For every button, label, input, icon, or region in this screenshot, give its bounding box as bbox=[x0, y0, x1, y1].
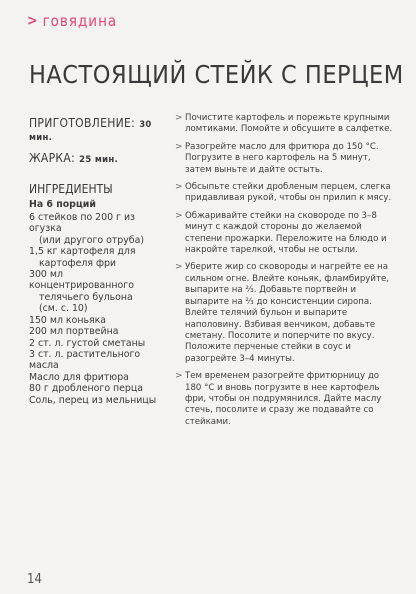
step-arrow-icon: > bbox=[175, 141, 183, 152]
step-arrow-icon: > bbox=[175, 210, 183, 221]
step-text: Уберите жир со сковороды и нагрейте ее на сильном огне. Влейте коньяк, фламбируйте, выпарите на ⅔. Добавьте портвейн и выпарите на ⅔ до консистенции сиропа. Влейте телячий бульон и выпарите наполовину. Взбивая венчиком, добавьте сметану. Посолите и поперчите по вкусу. Положите перченые стейки в соус и разогрейте 3–4 минуты. bbox=[185, 262, 389, 364]
ingredient-item: 300 мл концентрированного телячьего бульона bbox=[29, 269, 134, 303]
prep-time-label: ПРИГОТОВЛЕНИЕ: bbox=[29, 116, 136, 130]
method-step bbox=[175, 142, 395, 176]
section-header bbox=[27, 12, 117, 30]
prep-time-value: 30 мин. bbox=[29, 120, 152, 144]
chevron-right-icon: > bbox=[27, 13, 39, 29]
ingredient-item: Масло для фритюра bbox=[29, 371, 129, 383]
ingredient-item: 200 мл портвейна bbox=[29, 326, 119, 338]
step-text: Почистите картофель и порежьте крупными ломтиками. Помойте и обсушите в салфетке. bbox=[185, 113, 393, 135]
ingredient-item: 1,5 кг картофеля для картофеля фри bbox=[29, 246, 136, 269]
ingredient-item: 150 мл коньяка bbox=[29, 314, 107, 326]
ingredient-item: 6 стейков по 200 г из огузка (или другого отруба) bbox=[29, 212, 144, 246]
method-step bbox=[175, 262, 395, 365]
method-step bbox=[175, 371, 395, 428]
cook-time-label: ЖАРКА: bbox=[29, 150, 76, 165]
ingredient-item: 2 ст. л. густой сметаны bbox=[29, 337, 146, 349]
recipe-info-column bbox=[29, 118, 164, 406]
ingredients-heading: ИНГРЕДИЕНТЫ bbox=[29, 182, 113, 197]
recipe-title: НАСТОЯЩИЙ СТЕЙК С ПЕРЦЕМ bbox=[29, 60, 404, 89]
method-step bbox=[175, 182, 395, 205]
section-label: говядина bbox=[42, 12, 118, 30]
ingredients-list bbox=[29, 212, 164, 406]
portions: На 6 порций bbox=[29, 198, 96, 210]
method-step bbox=[175, 211, 395, 257]
ingredient-item: 80 г дробленого перца bbox=[29, 383, 144, 395]
step-text: Обсыпьте стейки дробленым перцем, слегка придавливая рукой, чтобы он прилип к мясу. bbox=[185, 182, 392, 204]
method-column bbox=[175, 113, 395, 434]
prep-time bbox=[29, 118, 164, 145]
step-arrow-icon: > bbox=[175, 371, 183, 382]
method-step bbox=[175, 113, 395, 136]
step-text: Обжаривайте стейки на сковороде по 3–8 минут с каждой стороны до желаемой степени прожарки. Переложите на блюдо и накройте тарелкой, чтобы не остыли. bbox=[185, 210, 387, 256]
cook-time bbox=[29, 150, 164, 166]
step-arrow-icon: > bbox=[175, 113, 183, 123]
step-arrow-icon: > bbox=[175, 262, 183, 273]
ingredient-item: (см. с. 10) bbox=[39, 303, 88, 315]
cook-time-value: 25 мин. bbox=[79, 154, 119, 165]
step-arrow-icon: > bbox=[175, 182, 183, 193]
ingredient-item: 3 ст. л. растительного масла bbox=[29, 348, 141, 372]
step-text: Тем временем разогрейте фритюрницу до 180 °С и вновь погрузите в нее картофель фри, чтобы он подрумянился. Дайте маслу стечь, посолите и сразу же подавайте со стейками. bbox=[185, 371, 382, 427]
ingredient-item: Соль, перец из мельницы bbox=[29, 394, 157, 406]
page-number: 14 bbox=[27, 572, 42, 587]
step-text: Разогрейте масло для фритюра до 150 °С. Погрузите в него картофель на 5 минут, затем выньте и дайте остыть. bbox=[185, 141, 379, 175]
